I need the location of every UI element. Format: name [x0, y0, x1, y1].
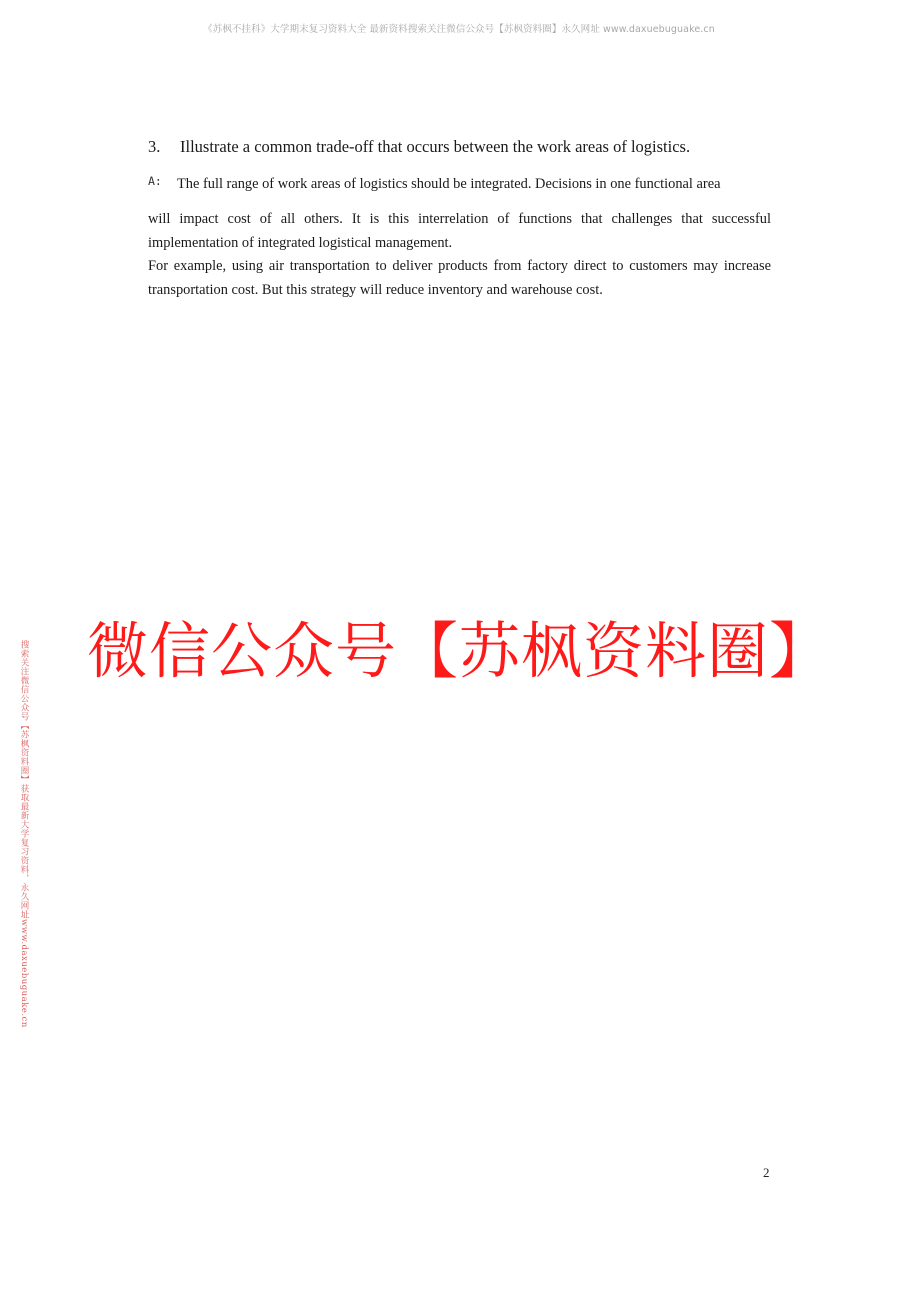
question-number: 3.	[148, 137, 161, 156]
answer-body	[148, 208, 771, 302]
side-watermark: 搜索关注微信公众号【苏枫资料圈】获取最新大学复习资料，永久网址www.daxuebuguake.cn	[19, 640, 29, 1028]
page-header: 《苏枫不挂科》大学期末复习资料大全 最新资料搜索关注微信公众号【苏枫资料圈】永久网址 www.daxuebuguake.cn	[203, 24, 715, 35]
question-heading	[148, 137, 690, 157]
question-text: Illustrate a common trade-off that occurs between the work areas of logistics.	[180, 137, 691, 156]
answer-first-line: The full range of work areas of logistics should be integrated. Decisions in one functional area	[177, 176, 721, 192]
answer-paragraph-2: For example, using air transportation to deliver products from factory direct to customers may increase transportation cost. But this strategy will reduce inventory and warehouse cost.	[148, 258, 771, 298]
answer-paragraph-1: will impact cost of all others. It is this interrelation of functions that challenges that successful implementation of integrated logistical management.	[148, 211, 771, 251]
page-number: 2	[763, 1165, 770, 1180]
answer-prefix: A:	[148, 174, 162, 188]
wechat-watermark: 微信公众号【苏枫资料圈】	[87, 616, 832, 687]
